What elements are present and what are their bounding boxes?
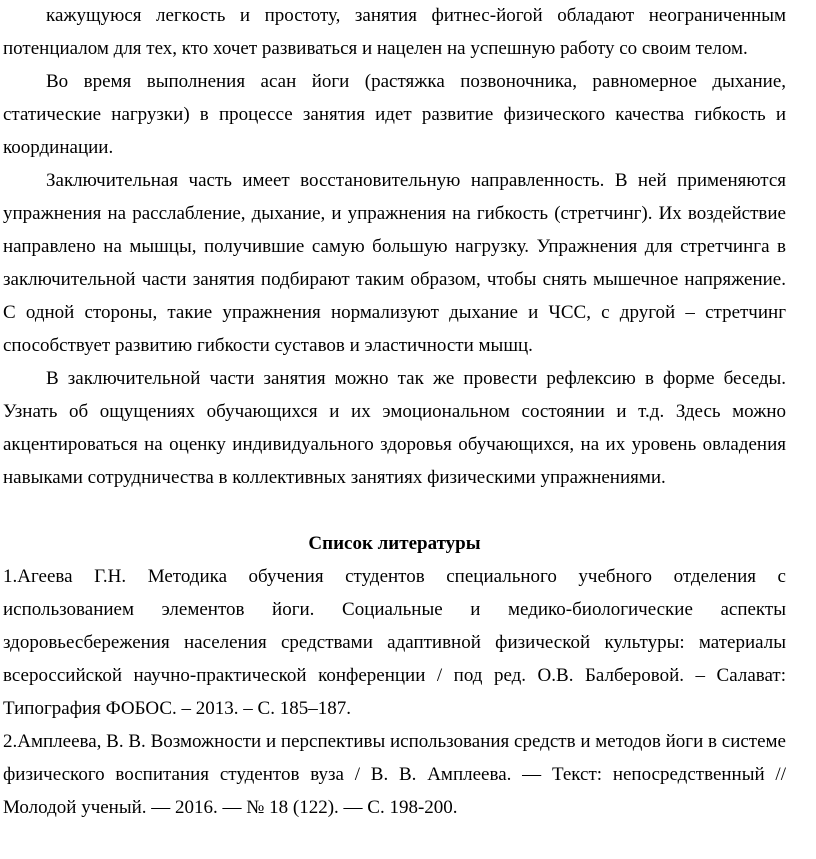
reference-item-2: 2.Амплеева, В. В. Возможности и перспективы использования средств и методов йоги в системе физического воспитания студентов вуза / В. В. Амплеева. — Текст: непосредственный // Молодой ученый. — 2016. — № 18 (122). — С. 198-200. xyxy=(3,731,786,818)
paragraph-reflection: В заключительной части занятия можно так же провести рефлексию в форме беседы. Узнать об ощущениях обучающихся и их эмоциональном состоянии и т.д. Здесь можно акцентироваться на оценку индивидуального здоровья обучающихся, на их уровень овладения навыками сотрудничества в коллективных занятиях физическими упражнениями. xyxy=(3,368,786,488)
paragraph-asanas: Во время выполнения асан йоги (растяжка позвоночника, равномерное дыхание, статические нагрузки) в процессе занятия идет развитие физического качества гибкость и координации. xyxy=(3,71,786,158)
reference-item-1: 1.Агеева Г.Н. Методика обучения студентов специального учебного отделения с использованием элементов йоги. Социальные и медико-биологические аспекты здоровьесбережения населения средствами адаптивной физической культуры: материалы всероссийской научно-практической конференции / под ред. О.В. Балберовой. – Салават: Типография ФОБОС. – 2013. – С. 185–187. xyxy=(3,566,786,719)
references-title: Список литературы xyxy=(308,533,481,554)
paragraph-final-part: Заключительная часть имеет восстановительную направленность. В ней применяются упражнения на расслабление, дыхание, и упражнения на гибкость (стретчинг). Их воздействие направлено на мышцы, получившие самую большую нагрузку. Упражнения для стретчинга в заключительной части занятия подбирают таким образом, чтобы снять мышечное напряжение. С одной стороны, такие упражнения нормализуют дыхание и ЧСС, с другой – стретчинг способствует развитию гибкости суставов и эластичности мышц. xyxy=(3,170,786,356)
paragraph-fitness-yoga-potential: кажущуюся легкость и простоту, занятия фитнес-йогой обладают неограниченным потенциалом для тех, кто хочет развиваться и нацелен на успешную работу со своим телом. xyxy=(3,5,786,59)
